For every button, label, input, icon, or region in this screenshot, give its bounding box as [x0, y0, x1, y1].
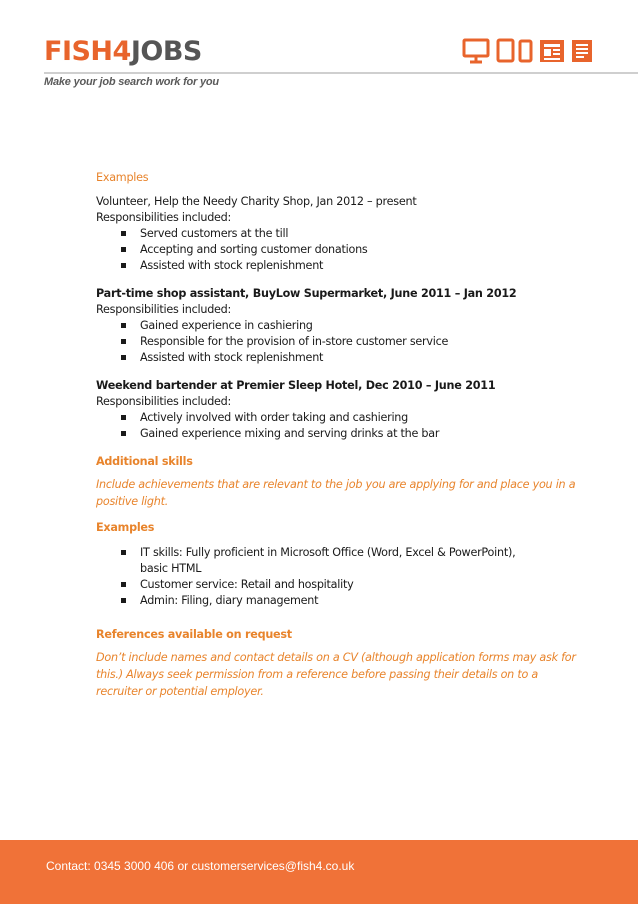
device-icons: [462, 38, 596, 64]
tagline: Make your job search work for you: [44, 76, 219, 88]
list-item: Responsible for the provision of in-store customer service: [120, 334, 576, 350]
references-note: Don’t include names and contact details on a CV (although application forms may ask for this.) Always seek permission from a reference before passing their details on to a recruiter or potential employer.: [96, 651, 576, 698]
document-icon: [572, 40, 592, 62]
fish4jobs-logo[interactable]: [44, 36, 202, 68]
job-title: Volunteer, Help the Needy Charity Shop, Jan 2012 – present: [96, 195, 417, 208]
list-item: Admin: Filing, diary management: [120, 593, 540, 609]
list-item: Customer service: Retail and hospitality: [120, 577, 540, 593]
responsibilities-list: [120, 318, 576, 366]
list-item: Served customers at the till: [120, 226, 576, 242]
job-title: Part-time shop assistant, BuyLow Supermarket, June 2011 – Jan 2012: [96, 287, 517, 300]
additional-skills-note: Include achievements that are relevant to the job you are applying for and place you in a positive light.: [96, 478, 576, 508]
references-heading: References available on request: [96, 628, 292, 641]
list-item: Actively involved with order taking and cashiering: [120, 410, 576, 426]
job-entry-shop-assistant: [96, 286, 576, 366]
page-header: [0, 0, 638, 100]
logo-jobs: JOBS: [130, 36, 202, 67]
skills-examples-heading: Examples: [96, 521, 155, 534]
responsibilities-intro: Responsibilities included:: [96, 211, 232, 224]
job-entry-volunteer: [96, 194, 576, 274]
responsibilities-intro: Responsibilities included:: [96, 395, 232, 408]
phone-icon: [520, 41, 531, 61]
experience-examples-heading: Examples: [96, 171, 149, 184]
list-item: Assisted with stock replenishment: [120, 350, 576, 366]
job-title: Weekend bartender at Premier Sleep Hotel, Dec 2010 – June 2011: [96, 379, 496, 392]
responsibilities-intro: Responsibilities included:: [96, 303, 232, 316]
list-item: Assisted with stock replenishment: [120, 258, 576, 274]
cv-content: [96, 170, 576, 700]
responsibilities-list: [120, 410, 576, 442]
list-item: Accepting and sorting customer donations: [120, 242, 576, 258]
skills-list: [120, 545, 540, 609]
tablet-icon: [498, 40, 513, 61]
responsibilities-list: [120, 226, 576, 274]
list-item: Gained experience in cashiering: [120, 318, 576, 334]
monitor-icon: [464, 40, 488, 62]
job-entry-bartender: [96, 378, 576, 442]
newspaper-icon: [540, 40, 564, 62]
header-divider: [44, 72, 638, 74]
list-item: IT skills: Fully proficient in Microsoft Office (Word, Excel & PowerPoint), basic HTML: [120, 545, 540, 577]
list-item: Gained experience mixing and serving drinks at the bar: [120, 426, 576, 442]
footer-bar: [0, 840, 638, 904]
additional-skills-heading: Additional skills: [96, 455, 193, 468]
footer-contact: Contact: 0345 3000 406 or customerservices@fish4.co.uk: [46, 859, 355, 873]
logo-fish4: FISH4: [44, 36, 131, 67]
